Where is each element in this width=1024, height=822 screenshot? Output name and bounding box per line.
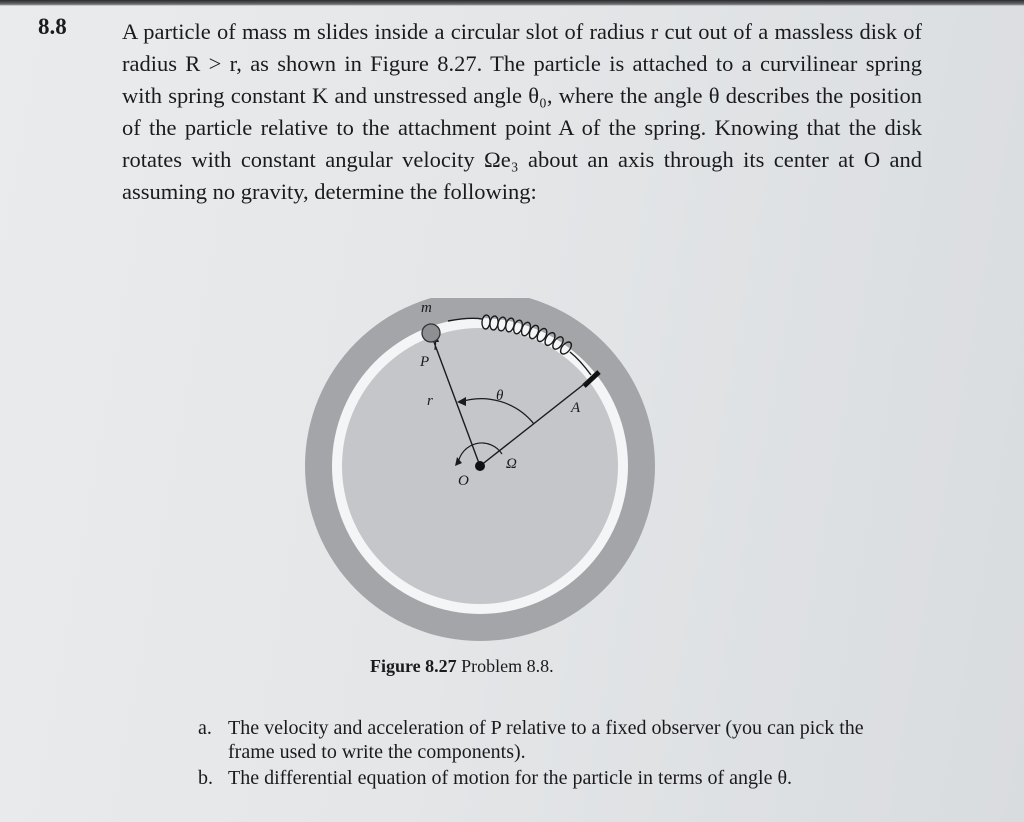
theta-label: θ bbox=[496, 388, 504, 404]
part-b-label: b. bbox=[198, 767, 213, 789]
problem-number: 8.8 bbox=[38, 14, 67, 39]
point-a-label: A bbox=[571, 400, 581, 416]
problem-statement: A particle of mass m slides inside a circular slot of radius r cut out of a massless disk of radius R > r, as shown in Figure 8.27. The particle is attached to a curvilinear spring with spring constant K and unstressed angle θ₀, where the angle θ describes the position of the particle relative to the attachment point A of the spring. Knowing that the disk rotates with constant angular velocity Ωe₃ about an axis through its center at O and assuming no gravity, determine the following: bbox=[122, 19, 922, 204]
omega-label: Ω bbox=[506, 456, 517, 472]
part-b-text: The differential equation of motion for the particle in terms of angle θ. bbox=[228, 767, 793, 789]
radius-label: r bbox=[427, 393, 433, 409]
figure-caption bbox=[370, 656, 554, 677]
disk-figure bbox=[300, 298, 660, 643]
part-b bbox=[198, 766, 888, 790]
part-a-text: The velocity and acceleration of P relative to a fixed observer (you can pick the frame used to write the components). bbox=[228, 717, 864, 763]
caption-text: Problem 8.8. bbox=[461, 656, 554, 676]
center-point bbox=[475, 461, 485, 471]
caption-label: Figure 8.27 bbox=[370, 656, 457, 676]
mass-label: m bbox=[421, 300, 432, 316]
part-a bbox=[198, 716, 888, 764]
particle bbox=[422, 324, 440, 342]
center-o-label: O bbox=[458, 473, 469, 489]
part-a-label: a. bbox=[198, 717, 212, 739]
point-p-label: P bbox=[420, 354, 430, 370]
question-parts bbox=[198, 716, 888, 792]
screen-top-edge bbox=[0, 0, 1024, 6]
